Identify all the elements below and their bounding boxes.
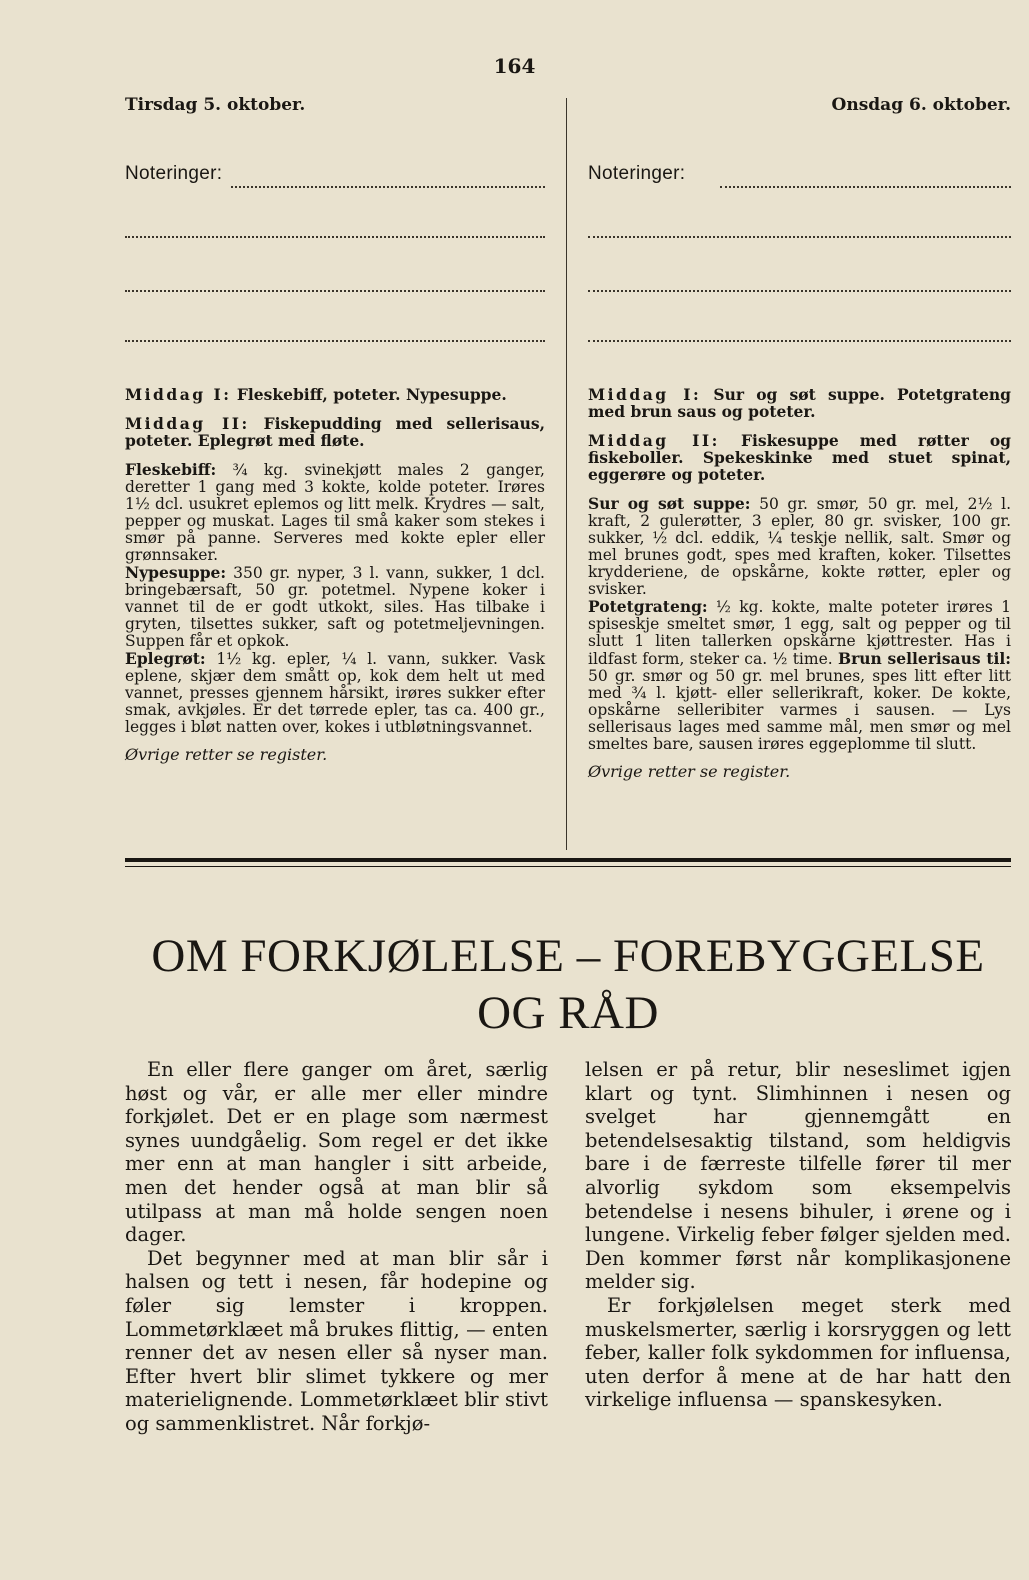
middag-2: [125, 415, 545, 449]
column-divider: [566, 98, 567, 850]
recipe-text: 50 gr. smør, 50 gr. mel, 2½ l. kraft, 2 gulerøtter, 3 epler, 80 gr. svisker, 100 gr. sukker, ½ dcl. eddik, ¼ teskje nellik, salt. Smør og mel brunes godt, spes med kraften, koker. Tilsettes krydderiene, de opskårne, kokte røtter, epler og svisker.: [588, 495, 1011, 598]
day-heading-tuesday: Tirsdag 5. oktober.: [125, 95, 306, 115]
article-title: [118, 928, 1018, 1042]
article-column-left: [125, 1058, 548, 1436]
notes-dotted-line: [720, 186, 1011, 188]
middag-label: Middag II:: [588, 431, 720, 450]
recipe-text: 1½ kg. epler, ¼ l. vann, sukker. Vask eplene, skjær dem smått op, kok dem helt ut med vannet, presses gjennem hårsikt, irøres sukker efter smak, avkjøles. Er det tørrede epler, tas ca. 400 gr., legges i bløt natten over, kokes i utbløtningsvannet.: [125, 650, 545, 736]
article-paragraph: Er forkjølelsen meget sterk med muskelsmerter, særlig i korsryggen og lett feber, kaller folk sykdommen for influensa, uten derfor å mene at de har hatt den virkelige influensa — spanskesyken.: [585, 1293, 1011, 1412]
recipe-text: ¾ kg. svinekjøtt males 2 ganger, deretter 1 gang med 3 kokte, kolde poteter. Irøres 1½ dcl. usukret eplemos og litt melk. Krydres — salt, pepper og muskat. Lages til små kaker som stekes i smør på panne. Serveres med kokte epler eller grønnsaker.: [125, 461, 545, 564]
recipe: [125, 564, 545, 650]
notes-dotted-line: [588, 236, 1011, 238]
section-rule: [125, 858, 1011, 862]
recipe-text: 350 gr. nyper, 3 l. vann, sukker, 1 dcl. bringebærsaft, 50 gr. potetmel. Nypene koker i vannet til de er godt utkokt, siles. Has tilbake i gryten, tilsettes sukker, saft og potetmeljevningen. Suppen får et opkok.: [125, 564, 545, 650]
notes-dotted-line: [588, 290, 1011, 292]
notes-label: [125, 163, 545, 185]
middag-text: Sur og søt suppe. Potetgrateng med brun saus og poteter.: [588, 385, 1011, 421]
notes-section-left: [125, 163, 545, 185]
recipe-name: Brun sellerisaus til:: [837, 649, 1011, 668]
middag-2: [588, 432, 1011, 483]
middag-1: [588, 386, 1011, 420]
middag-label: Middag I:: [125, 385, 232, 404]
recipe-name: Fleskebiff:: [125, 460, 217, 479]
notes-dotted-line: [125, 290, 545, 292]
recipe: [588, 598, 1011, 753]
day-heading-wednesday: Onsdag 6. oktober.: [831, 95, 1011, 115]
middag-text: Fiskesuppe med røtter og fiskeboller. Spekeskinke med stuet spinat, eggerøre og poteter.: [588, 431, 1011, 484]
article-paragraph: lelsen er på retur, blir neseslimet igjen klart og tynt. Slimhinnen i nesen og svelget har gjennemgått en betendelsesaktig tilstand, som heldigvis bare i de færreste tilfelle fører til mer alvorlig sykdom som eksempelvis betendelse i nesens bihuler, i ørene og i lungene. Virkelig feber følger sjelden med. Den kommer først når komplikasjonene melder sig.: [585, 1058, 1011, 1294]
article-title-line: OG RÅD: [477, 987, 659, 1039]
recipe-name: Nypesuppe:: [125, 563, 227, 582]
article-paragraph: En eller flere ganger om året, særlig høst og vår, er alle mer eller mindre forkjølet. Det er en plage som nærmest synes uundgåelig. Som regel er det ikke mer enn at man hangler i sitt arbeide, men det hender også at man blir så utilpass at man må holde sengen noen dager.: [125, 1058, 548, 1247]
middag-label: Middag II:: [125, 414, 250, 433]
notes-label: [588, 163, 1011, 185]
recipe-text: 50 gr. smør og 50 gr. mel brunes, spes litt efter litt med ¾ l. kjøtt- eller sellerikraft, koker. De kokte, opskårne selleribiter varmes i sausen. — Lys sellerisaus lages med samme mål, men smør og mel smeltes bare, sausen irøres eggeplomme til slutt.: [588, 667, 1011, 753]
recipe-name: Sur og søt suppe:: [588, 494, 751, 513]
middag-text: Fleskebiff, poteter. Nypesuppe.: [236, 385, 507, 404]
recipe: [588, 495, 1011, 598]
section-rule-thin: [125, 866, 1011, 867]
notes-dotted-line: [588, 340, 1011, 342]
article-title-line: OM FORKJØLELSE – FOREBYGGELSE: [151, 930, 985, 982]
notes-section-right: [588, 163, 1011, 185]
article-column-right: [585, 1058, 1011, 1412]
notes-label-text: Noteringer:: [588, 163, 686, 184]
notes-dotted-line: [125, 236, 545, 238]
menu-column-right: [588, 386, 1011, 780]
see-register-note: Øvrige retter se register.: [588, 762, 791, 781]
recipe-name: Eplegrøt:: [125, 649, 206, 668]
middag-1: [125, 386, 545, 403]
middag-text: Fiskepudding med sellerisaus, poteter. Eplegrøt med fløte.: [125, 414, 545, 450]
middag-label: Middag I:: [588, 385, 702, 404]
page-number: 164: [493, 54, 536, 78]
recipe: [125, 650, 545, 736]
notes-dotted-line: [125, 340, 545, 342]
notes-label-text: Noteringer:: [125, 163, 223, 184]
recipe: [125, 461, 545, 564]
recipe-name: Potetgrateng:: [588, 597, 708, 616]
menu-column-left: [125, 386, 545, 763]
recipe-text: ½ kg. kokte, malte poteter irøres 1 spiseskje smeltet smør, 1 egg, salt og pepper og til slutt 1 liten tallerken opskårne kjøttrester. Has i ildfast form, steker ca. ½ time.: [588, 598, 1011, 668]
notes-dotted-line: [231, 186, 545, 188]
article-paragraph: Det begynner med at man blir sår i halsen og tett i nesen, får hodepine og føler sig lemster i kroppen. Lommetørklæet må brukes flittig, — enten renner det av nesen eller så nyser man. Efter hvert blir slimet tykkere og mer materielignende. Lommetørklæet blir stivt og sammenklistret. Når forkjø-: [125, 1246, 548, 1435]
see-register-note: Øvrige retter se register.: [125, 745, 328, 764]
